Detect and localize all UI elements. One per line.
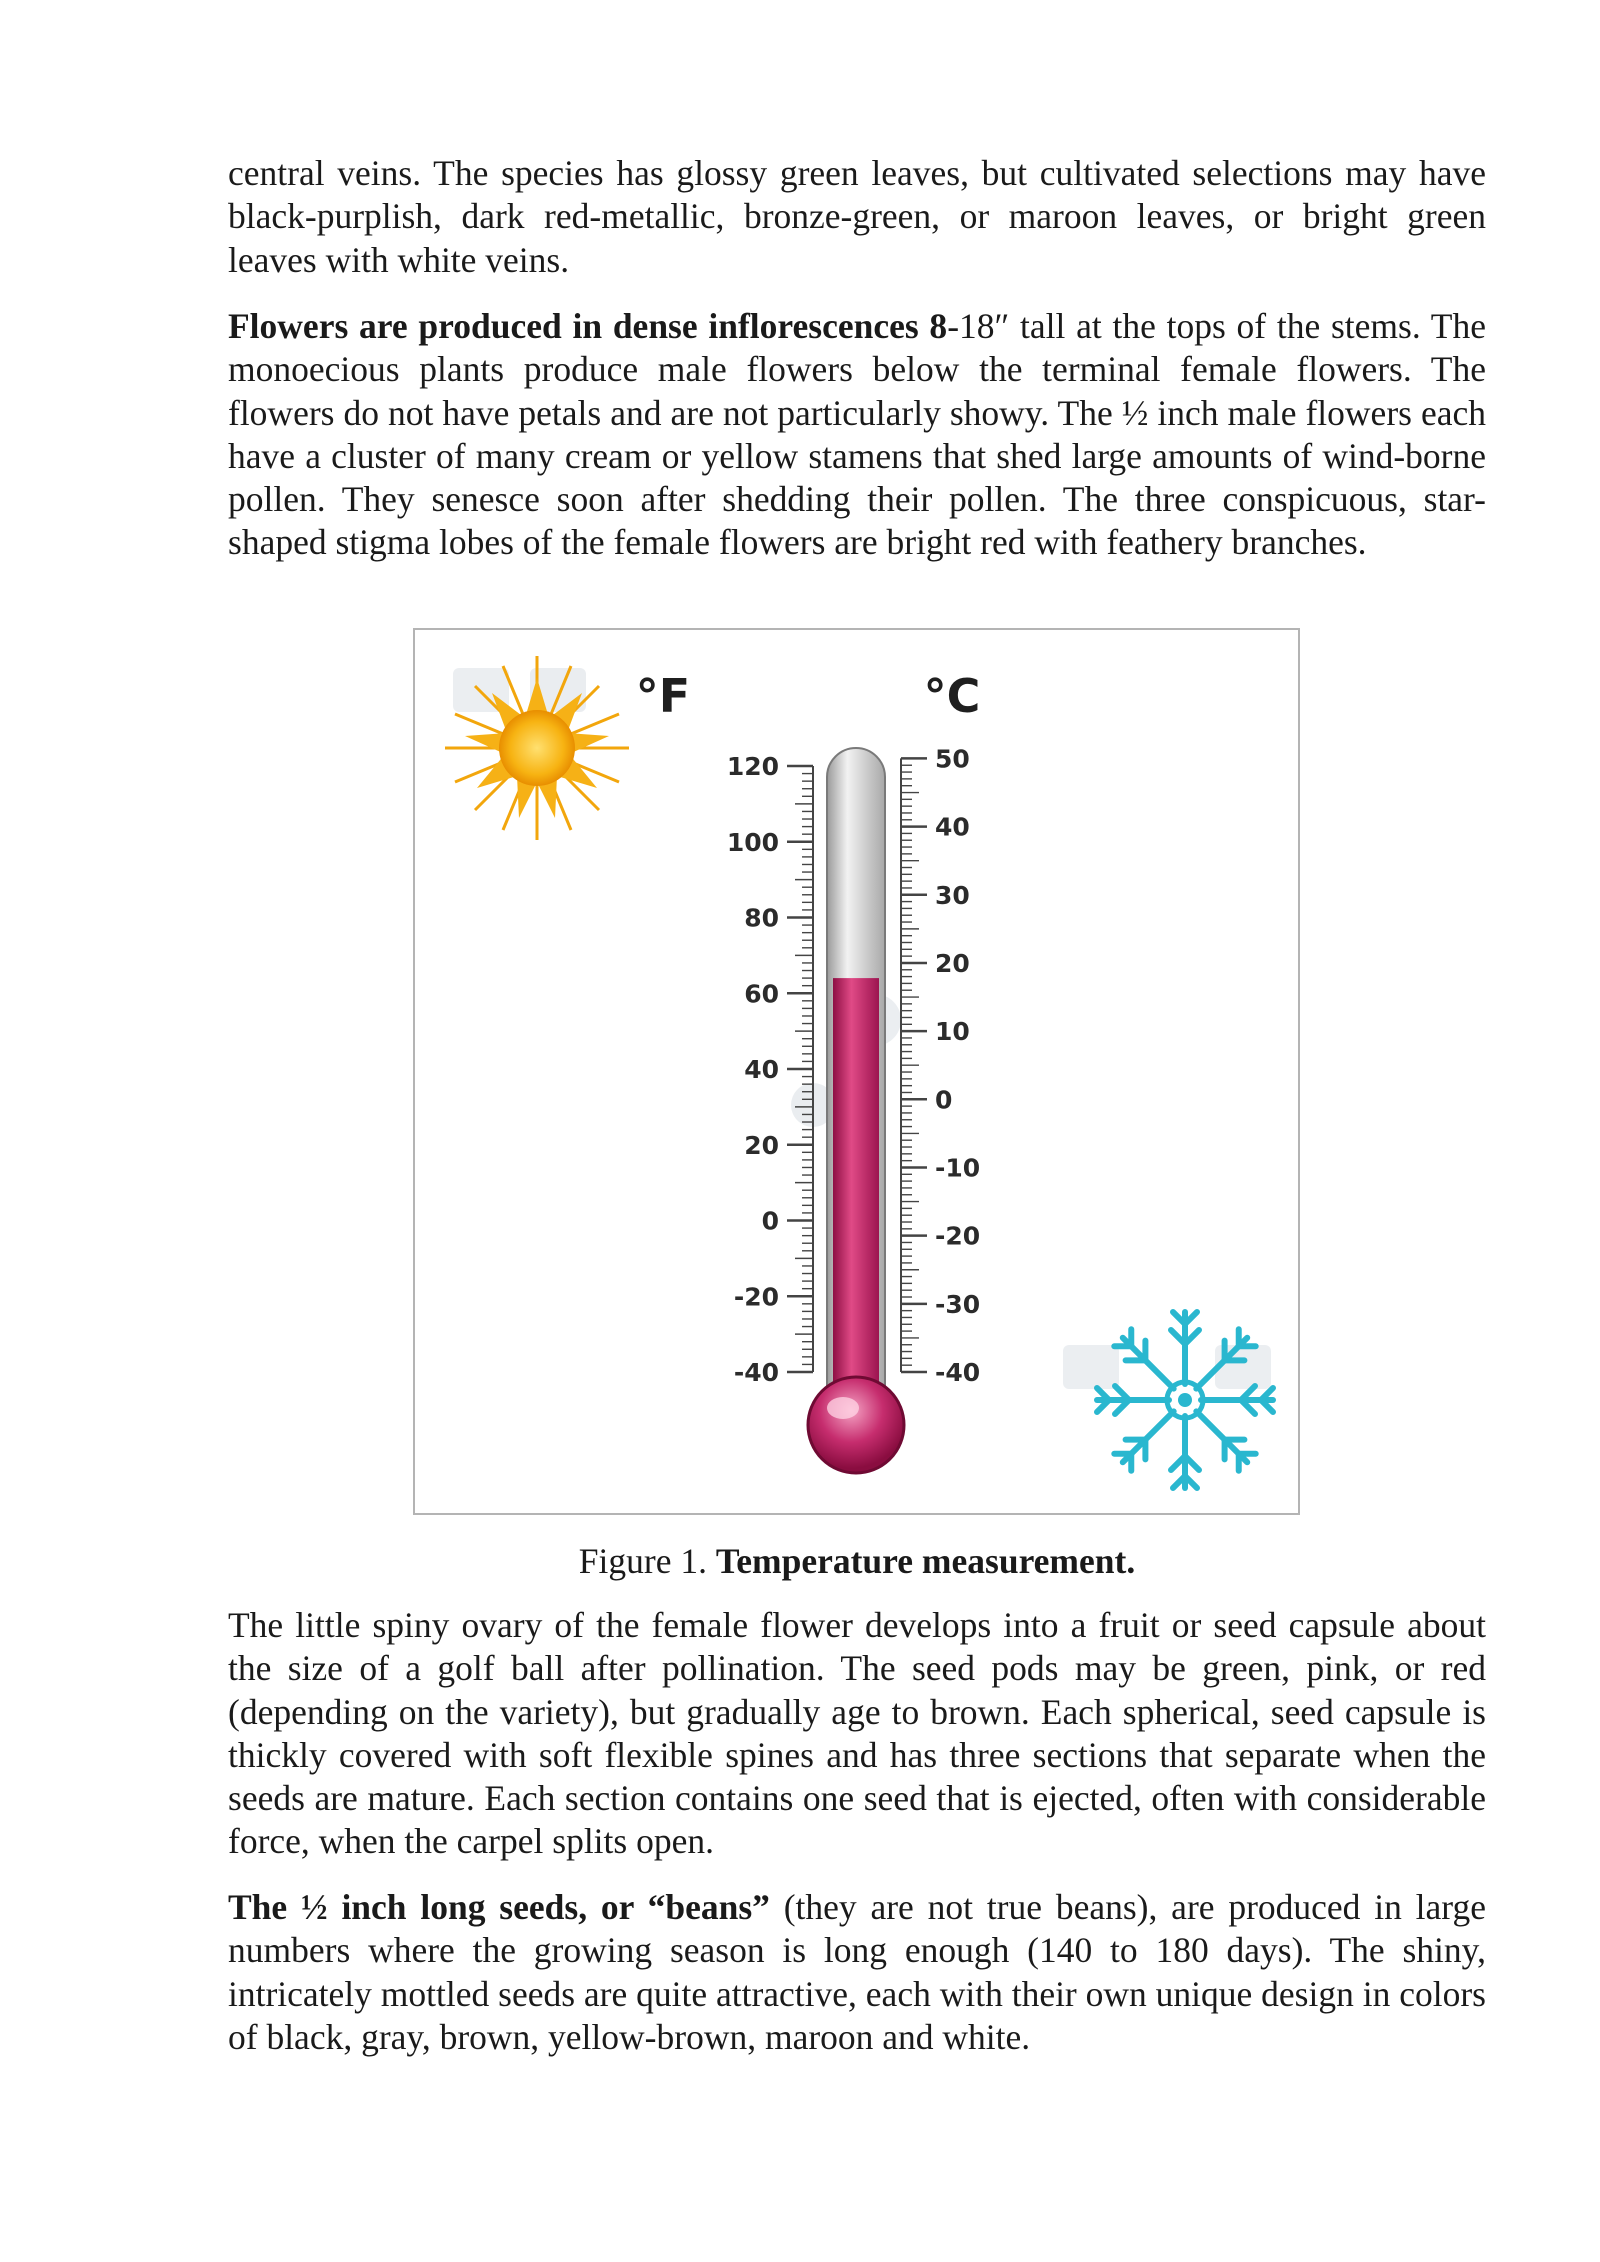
fahrenheit-tick-label: -40 — [733, 1358, 779, 1387]
celsius-unit-label: °C — [923, 669, 981, 723]
thermometer-fluid — [833, 978, 879, 1430]
celsius-tick-label: 20 — [935, 948, 970, 978]
celsius-tick-label: 0 — [935, 1085, 953, 1115]
celsius-tick-label: 30 — [935, 880, 970, 910]
celsius-tick-label: 10 — [935, 1017, 970, 1047]
paragraph-leaves: central veins. The species has glossy green leaves, but cultivated selections may have black-purplish, dark red-metallic, bronze-green, or maroon leaves, or bright green leaves with white veins. — [228, 153, 1486, 280]
fahrenheit-scale — [727, 752, 813, 1387]
thermometer-bulb — [808, 1377, 904, 1473]
paragraph-flowers-lead: Flowers are produced in dense inflorescences 8 — [228, 306, 948, 346]
thermometer-graphic — [415, 630, 1298, 1513]
figure-caption-prefix: Figure 1. — [578, 1541, 716, 1581]
celsius-tick-label: -30 — [935, 1289, 981, 1319]
paragraph-fruit: The little spiny ovary of the female flower develops into a fruit or seed capsule about the size of a golf ball after pollination. The seed pods may be green, pink, or red (depending on the variety), but gradually age to brown. Each spherical, seed capsule is thickly covered with soft flexible spines and has three sections that separate when the seeds are mature. Each section contains one seed that is ejected, often with considerable force, when the carpel splits open. — [228, 1605, 1486, 1862]
paragraph-seeds-lead: The ½ inch long seeds, or “beans” — [228, 1887, 770, 1927]
fahrenheit-tick-label: 60 — [744, 979, 779, 1009]
fahrenheit-tick-label: 120 — [726, 752, 779, 781]
celsius-tick-label: 50 — [935, 744, 970, 774]
fahrenheit-tick-label: 80 — [744, 903, 779, 933]
celsius-tick-label: -20 — [935, 1221, 981, 1251]
paragraph-flowers-body: -18″ tall at the tops of the stems. The monoecious plants produce male flowers below the terminal female flowers. The flowers do not have petals and are not particularly showy. The ½ inch male flowers each have a cluster of many cream or yellow stamens that shed large amounts of wind-borne pollen. They senesce soon after shedding their pollen. The three conspicuous, star-shaped stigma lobes of the female flowers are bright red with feathery branches. — [228, 306, 1486, 563]
fahrenheit-tick-label: -20 — [733, 1282, 779, 1312]
fahrenheit-tick-label: 100 — [726, 827, 779, 857]
paragraph-seeds — [228, 1886, 1486, 2059]
celsius-scale — [901, 744, 980, 1387]
celsius-tick-label: -40 — [935, 1358, 981, 1387]
celsius-tick-label: -10 — [935, 1153, 981, 1183]
fahrenheit-tick-label: 0 — [761, 1206, 779, 1236]
figure-thermometer — [413, 628, 1300, 1515]
figure-caption-title: Temperature measurement. — [715, 1541, 1136, 1581]
snowflake-icon — [1097, 1312, 1273, 1488]
celsius-tick-label: 40 — [935, 812, 970, 842]
fahrenheit-unit-label: °F — [635, 669, 691, 723]
paragraph-flowers — [228, 305, 1486, 565]
fahrenheit-tick-label: 20 — [744, 1130, 779, 1160]
figure-caption — [228, 1540, 1486, 1583]
fahrenheit-tick-label: 40 — [744, 1055, 779, 1084]
paragraph-seeds-body: (they are not true beans), are produced in large numbers where the growing season is long enough (140 to 180 days). The shiny, intricately mottled seeds are quite attractive, each with their own unique design in colors of black, gray, brown, yellow-brown, maroon and white. — [228, 1887, 1486, 2057]
